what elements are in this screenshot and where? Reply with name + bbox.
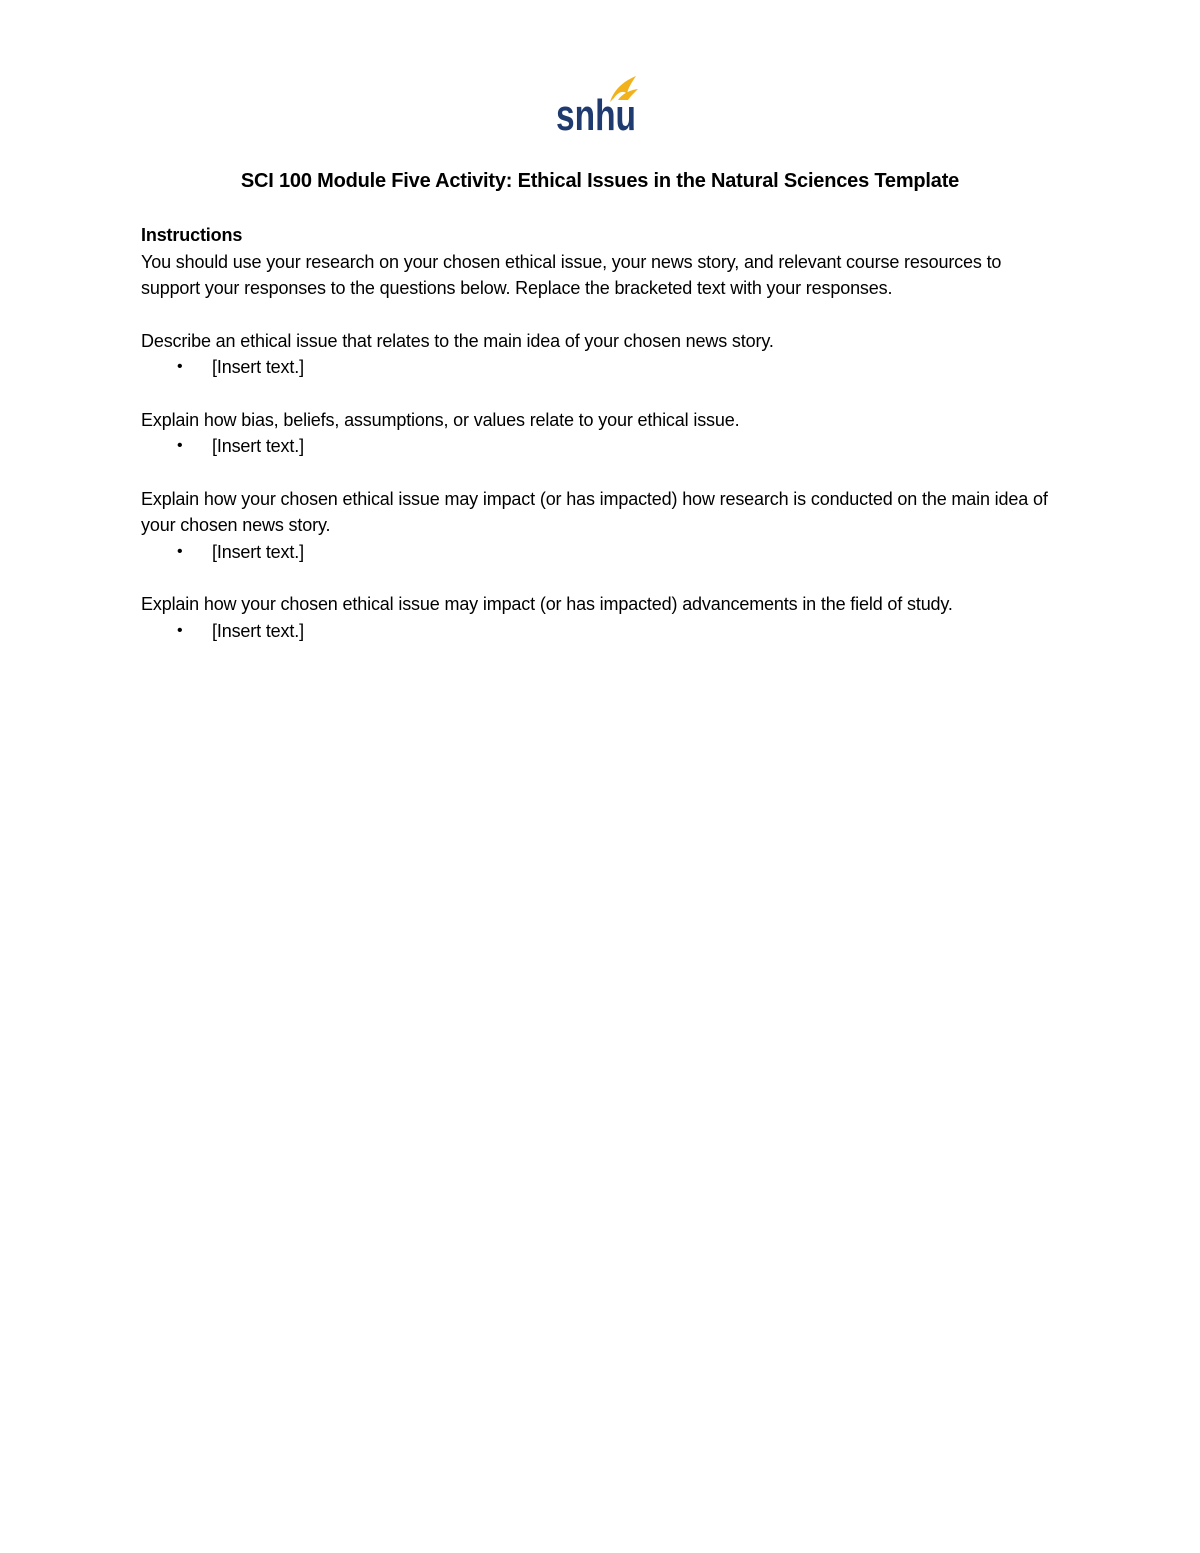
snhu-logo [548,70,648,140]
bullet-icon: • [177,542,183,560]
answer-placeholder[interactable]: [Insert text.] [212,436,304,456]
answer-item[interactable] [141,539,1061,566]
answer-list [141,354,1061,381]
question-block [141,486,1061,566]
question-block [141,591,1061,644]
document-title: SCI 100 Module Five Activity: Ethical Issues in the Natural Sciences Template [240,170,960,192]
question-block [141,407,1061,460]
question-prompt: Describe an ethical issue that relates to the main idea of your chosen news story. [141,330,774,351]
answer-item[interactable] [141,354,1061,381]
question-prompt: Explain how your chosen ethical issue may impact (or has impacted) how research is conducted on the main idea of your chosen news story. [141,488,1048,535]
question-prompt: Explain how bias, beliefs, assumptions, or values relate to your ethical issue. [141,409,740,430]
question-block [141,328,1061,381]
bullet-icon: • [177,358,183,375]
answer-list [141,539,1061,566]
question-prompt: Explain how your chosen ethical issue may impact (or has impacted) advancements in the field of study. [141,594,953,614]
logo-wordmark: snhu [556,91,636,140]
answer-placeholder[interactable]: [Insert text.] [212,357,304,377]
instructions-text: You should use your research on your chosen ethical issue, your news story, and relevant course resources to support your responses to the questions below. Replace the bracketed text with your responses. [141,251,1002,298]
answer-placeholder[interactable]: [Insert text.] [212,620,304,641]
bullet-icon: • [177,437,183,454]
bullet-icon: • [177,621,183,639]
answer-list [141,433,1061,460]
answer-item[interactable] [141,433,1061,460]
answer-item[interactable] [141,618,1061,645]
instructions-heading: Instructions [141,225,243,245]
answer-placeholder[interactable]: [Insert text.] [212,541,304,562]
document-body [141,222,1061,644]
answer-list [141,618,1061,645]
